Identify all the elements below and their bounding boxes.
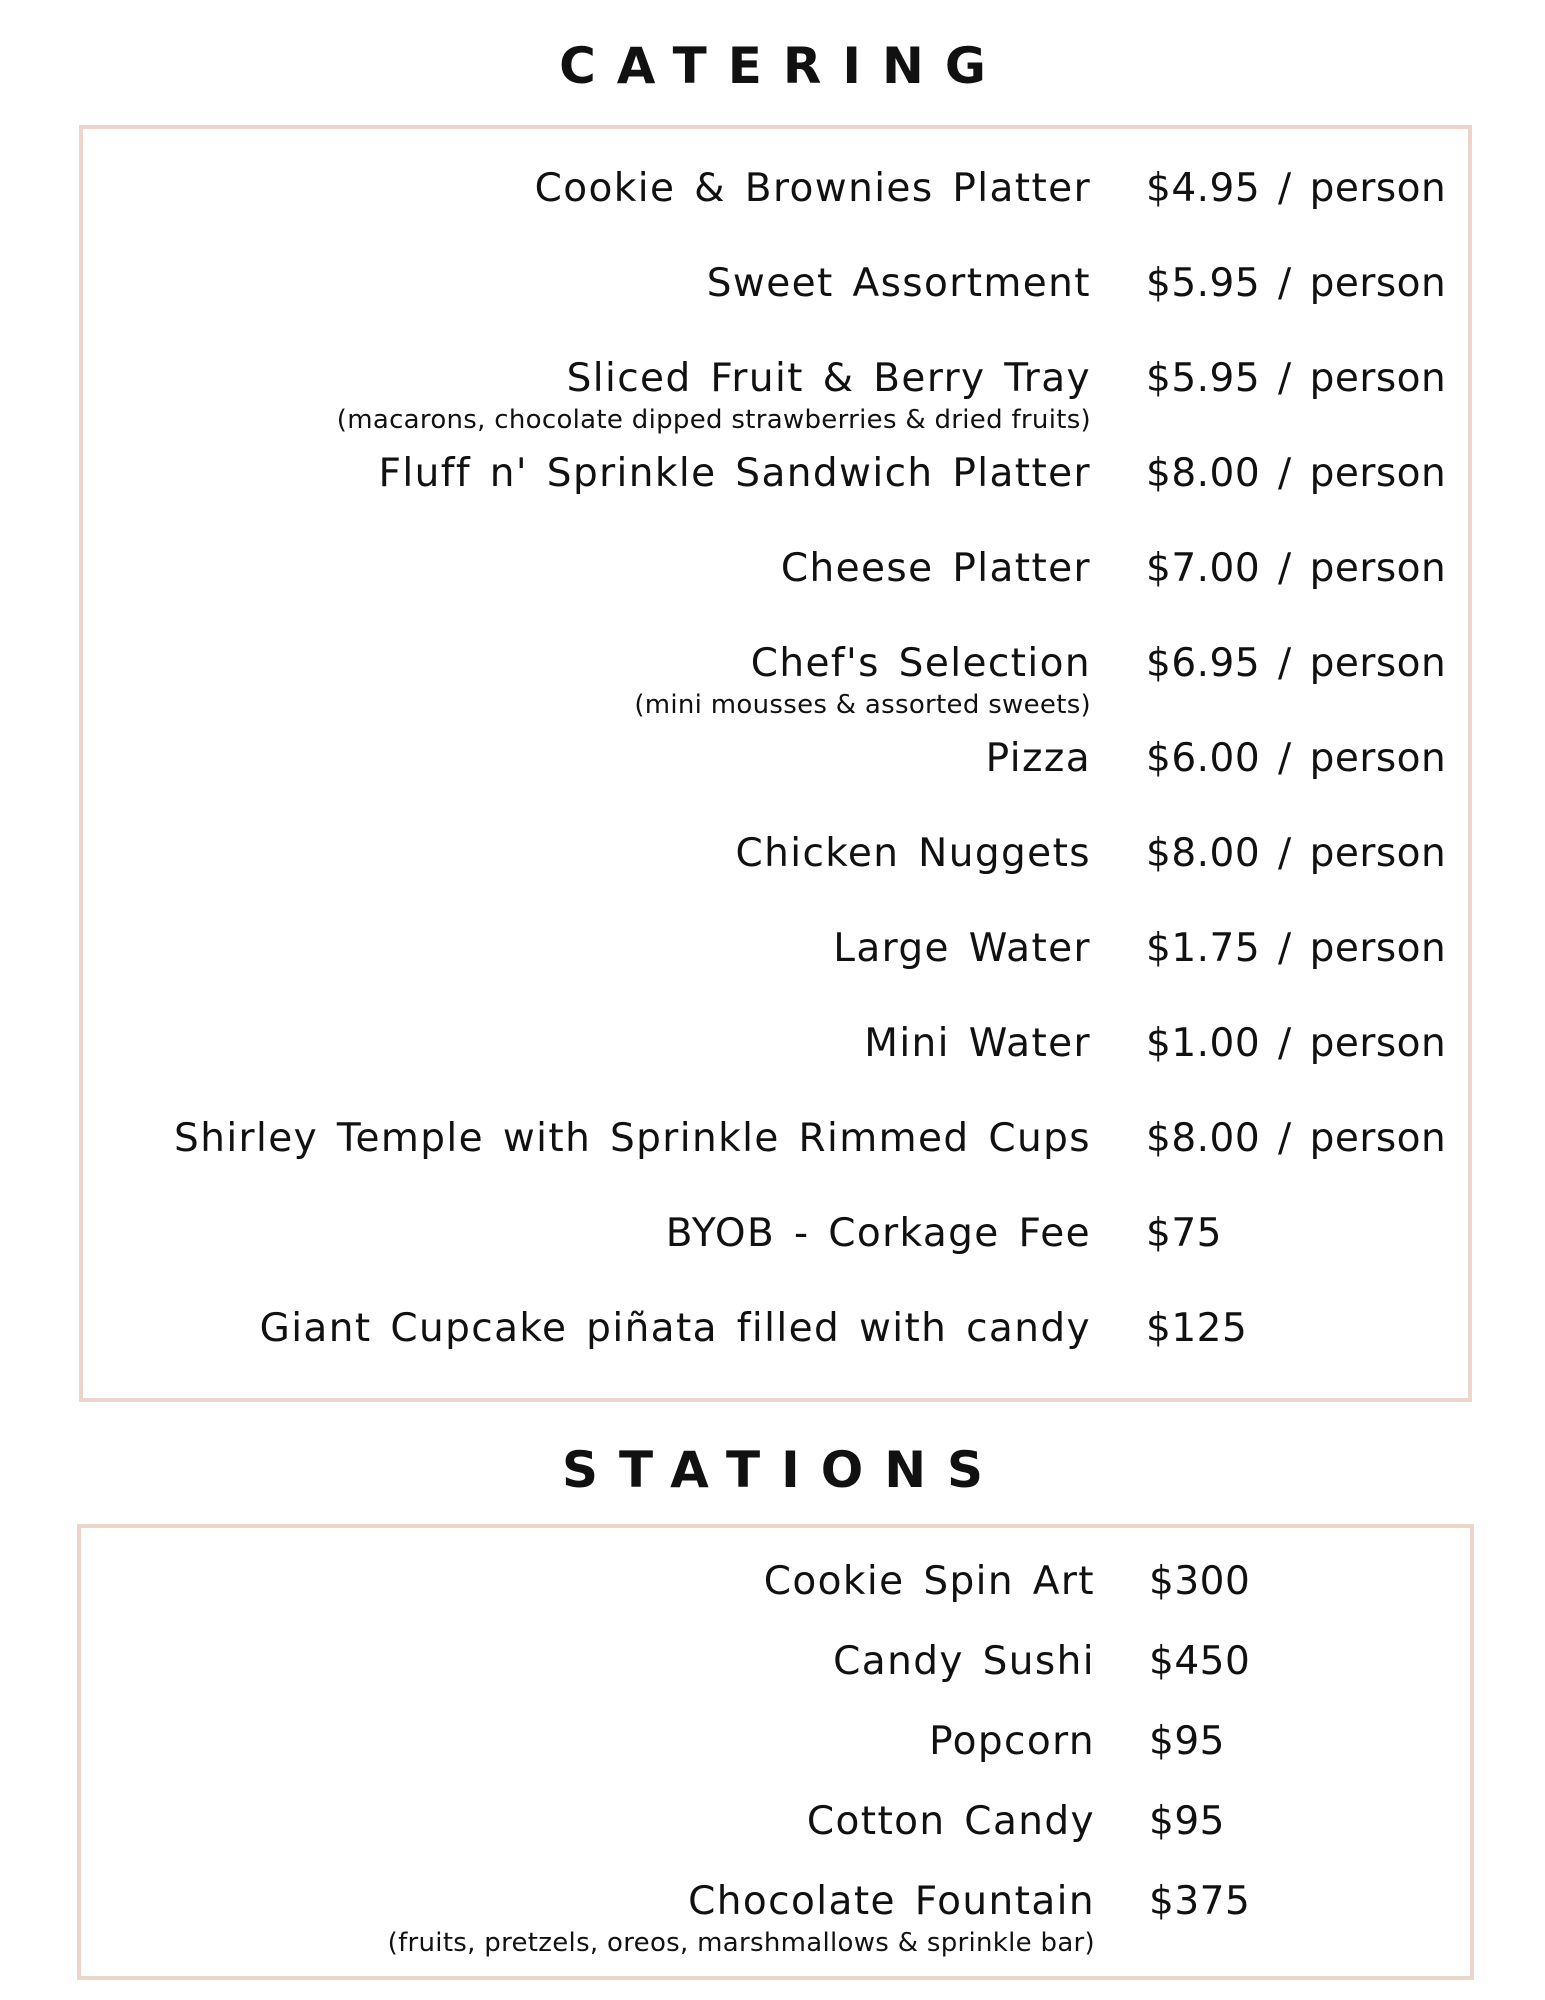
menu-item bbox=[81, 1792, 1470, 1852]
item-name: BYOB - Corkage Fee bbox=[665, 1211, 1091, 1256]
menu-item bbox=[83, 1204, 1468, 1264]
menu-item bbox=[83, 254, 1468, 314]
menu-item bbox=[81, 1712, 1470, 1772]
item-price: $5.95 / person bbox=[1146, 356, 1447, 401]
item-price: $300 bbox=[1149, 1559, 1251, 1604]
item-name: Large Water bbox=[833, 926, 1091, 971]
item-name: Cookie Spin Art bbox=[763, 1559, 1095, 1604]
item-price: $6.95 / person bbox=[1146, 641, 1447, 686]
item-price: $6.00 / person bbox=[1146, 736, 1447, 781]
item-price: $375 bbox=[1149, 1879, 1251, 1924]
item-price: $8.00 / person bbox=[1146, 451, 1447, 496]
catering-title: CATERING bbox=[559, 37, 1007, 95]
item-note: (fruits, pretzels, oreos, marshmallows & sprinkle bar) bbox=[387, 1928, 1095, 1958]
item-price: $4.95 / person bbox=[1146, 166, 1447, 211]
menu-item bbox=[83, 1299, 1468, 1359]
item-note: (mini mousses & assorted sweets) bbox=[634, 690, 1091, 720]
menu-item bbox=[83, 1109, 1468, 1169]
menu-item bbox=[83, 634, 1468, 720]
item-name: Cotton Candy bbox=[806, 1799, 1095, 1844]
menu-item bbox=[83, 1014, 1468, 1074]
stations-menu-box bbox=[77, 1524, 1474, 1980]
item-price: $95 bbox=[1149, 1719, 1225, 1764]
item-price: $8.00 / person bbox=[1146, 831, 1447, 876]
menu-item bbox=[83, 159, 1468, 219]
stations-title: STATIONS bbox=[561, 1441, 1005, 1499]
item-name: Candy Sushi bbox=[833, 1639, 1095, 1684]
catering-menu-box bbox=[79, 125, 1472, 1402]
item-name: Cookie & Brownies Platter bbox=[534, 166, 1091, 211]
item-name: Chef's Selection bbox=[750, 641, 1091, 686]
item-note: (macarons, chocolate dipped strawberries & dried fruits) bbox=[336, 405, 1091, 435]
item-name: Sliced Fruit & Berry Tray bbox=[566, 356, 1091, 401]
menu-item bbox=[81, 1552, 1470, 1612]
item-price: $125 bbox=[1146, 1306, 1248, 1351]
menu-item bbox=[83, 729, 1468, 789]
menu-item bbox=[81, 1872, 1470, 1958]
item-name: Chocolate Fountain bbox=[688, 1879, 1095, 1924]
item-price: $75 bbox=[1146, 1211, 1222, 1256]
menu-item bbox=[83, 919, 1468, 979]
item-name: Mini Water bbox=[864, 1021, 1091, 1066]
item-name: Chicken Nuggets bbox=[735, 831, 1091, 876]
item-name: Shirley Temple with Sprinkle Rimmed Cups bbox=[174, 1116, 1091, 1161]
item-price: $8.00 / person bbox=[1146, 1116, 1447, 1161]
item-name: Pizza bbox=[985, 736, 1091, 781]
menu-item bbox=[83, 539, 1468, 599]
menu-item bbox=[81, 1632, 1470, 1692]
item-price: $7.00 / person bbox=[1146, 546, 1447, 591]
menu-item bbox=[83, 824, 1468, 884]
item-name: Giant Cupcake piñata filled with candy bbox=[259, 1306, 1091, 1351]
item-price: $5.95 / person bbox=[1146, 261, 1447, 306]
item-name: Popcorn bbox=[929, 1719, 1095, 1764]
item-price: $1.00 / person bbox=[1146, 1021, 1447, 1066]
item-price: $95 bbox=[1149, 1799, 1225, 1844]
menu-item bbox=[83, 349, 1468, 435]
item-name: Sweet Assortment bbox=[706, 261, 1091, 306]
item-price: $450 bbox=[1149, 1639, 1251, 1684]
item-name: Cheese Platter bbox=[780, 546, 1091, 591]
item-price: $1.75 / person bbox=[1146, 926, 1447, 971]
menu-item bbox=[83, 444, 1468, 504]
item-name: Fluff n' Sprinkle Sandwich Platter bbox=[378, 451, 1091, 496]
